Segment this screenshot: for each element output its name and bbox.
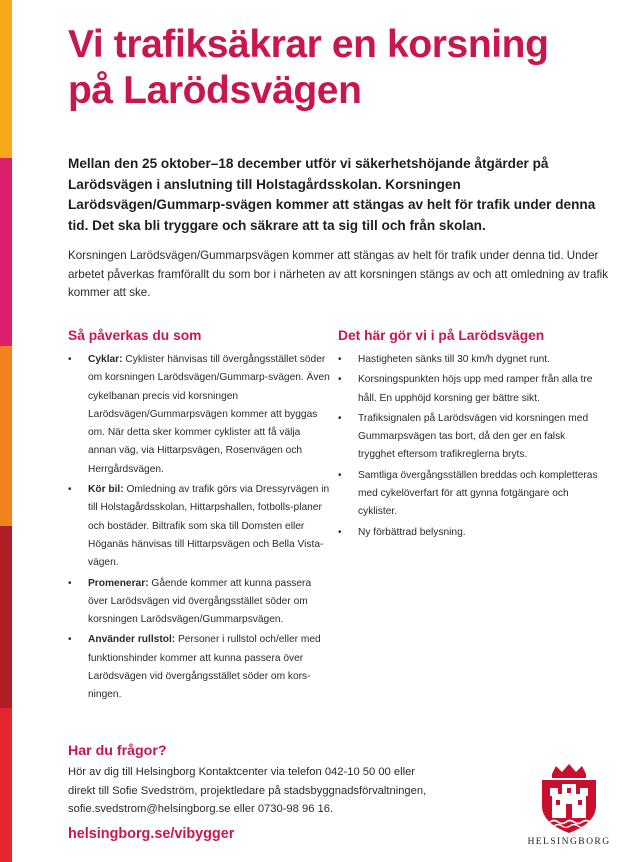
- contact-line: direkt till Sofie Svedström, projektledare på stadsbyggnadsförvaltningen,: [68, 784, 427, 797]
- list-item: • Korsningspunkten höjs upp med ramper från alla tre håll. En upphöjd korsning ger bättre sikt.: [338, 371, 598, 408]
- page-title-line1: Vi trafiksäkrar en korsning: [68, 23, 549, 66]
- list-item-label: Promenerar:: [88, 577, 149, 589]
- list-item-label: Använder rullstol:: [88, 634, 176, 646]
- color-stripe: [0, 0, 12, 862]
- list-item: • Trafiksignalen på Larödsvägen vid korsningen med Gummarpsvägen tas bort, då den ger en falsk trygghet eftersom trafikreglerna bryts.: [338, 410, 598, 465]
- impact-heading: Så påverkas du som: [68, 328, 202, 343]
- logo-wordmark: HELSINGBORG: [527, 836, 611, 847]
- list-item-wheelchair: [68, 631, 330, 704]
- stripe-segment-pink: [0, 158, 12, 346]
- stripe-segment-yellow: [0, 0, 12, 158]
- contact-line: sofie.svedstrom@helsingborg.se eller 0730-98 96 16.: [68, 803, 334, 816]
- website-link[interactable]: helsingborg.se/vibygger: [68, 826, 235, 842]
- page-title-line2: på Larödsvägen: [68, 69, 362, 112]
- contact-line: Hör av dig till Helsingborg Kontaktcenter via telefon 042-10 50 00 eller: [68, 766, 416, 778]
- stripe-segment-darkred: [0, 526, 12, 708]
- list-item-text: Personer i rullstol och/eller med funktionshinder kommer att kunna passera över Larödsvägen vid övergångsstället söder om kors-ningen.: [88, 634, 321, 701]
- list-item: • Samtliga övergångsställen breddas och kompletteras med cykelöverfart för att gynna fotgängare och cyklister.: [338, 467, 598, 522]
- lead-paragraph: Mellan den 25 oktober–18 december utför vi säkerhetshöjande åtgärder på Larödsvägen i anslutning till Holstagårdsskolan. Korsningen Larödsvägen/Gummarp-svägen kommer att stängas av helt för trafik under denna tid. Det ska bli tryggare och säkrare att ta sig till och från skolan.: [68, 156, 596, 233]
- stripe-segment-orange: [0, 346, 12, 526]
- list-item-text: Omledning av trafik görs via Dressyrvägen in till Holstagårdsskolan, Hittarpshallen, fotbolls-planer och bostäder. Biltrafik som ska till Domsten eller Höganäs hänvisas till Hittarpsvägen och Bella Vista-vägen.: [88, 484, 330, 569]
- list-item: • Hastigheten sänks till 30 km/h dygnet runt.: [338, 351, 598, 369]
- list-item-drivers: [68, 481, 330, 572]
- contact-heading: Har du frågor?: [68, 743, 167, 759]
- list-item-label: Cyklar:: [88, 354, 123, 365]
- page-title: [68, 22, 628, 114]
- helsingborg-coat-of-arms-icon: [536, 764, 602, 834]
- list-item-text: Gående kommer att kunna passera över Larödsvägen vid övergångsstället söder om korsningen Larödsvägen/Gummarpsvägen.: [88, 577, 312, 626]
- list-item: • Ny förbättrad belysning.: [338, 524, 598, 542]
- list-item-text: Cyklister hänvisas till övergångsstället söder om korsningen Larödsvägen/Gummarp-svägen. Även cykelbanan precis vid korsningen Larödsvägen/Gummarpsvägen kommer att byggas om. När detta sker kommer cyklister att få välja annan väg, via Hittarpsvägen, Rosenvägen och Herrgårdsvägen.: [88, 354, 330, 475]
- list-item-cyclists: [68, 351, 330, 479]
- list-item-label: Kör bil:: [88, 484, 124, 496]
- measures-list: [338, 351, 598, 542]
- measures-heading: Det här gör vi i på Larödsvägen: [338, 328, 545, 343]
- impact-section: [68, 327, 330, 707]
- impact-list: [68, 351, 330, 705]
- list-item-pedestrians: [68, 575, 330, 630]
- stripe-segment-red: [0, 708, 12, 862]
- contact-section: [68, 742, 508, 819]
- measures-section: [338, 327, 598, 544]
- intro-paragraph: Korsningen Larödsvägen/Gummarpsvägen kommer att stängas av helt för trafik under denna tid. Under arbetet påverkas framförallt du som bor i närheten av att korsningen stängs av och att omledning av trafik kommer att ske.: [68, 249, 609, 299]
